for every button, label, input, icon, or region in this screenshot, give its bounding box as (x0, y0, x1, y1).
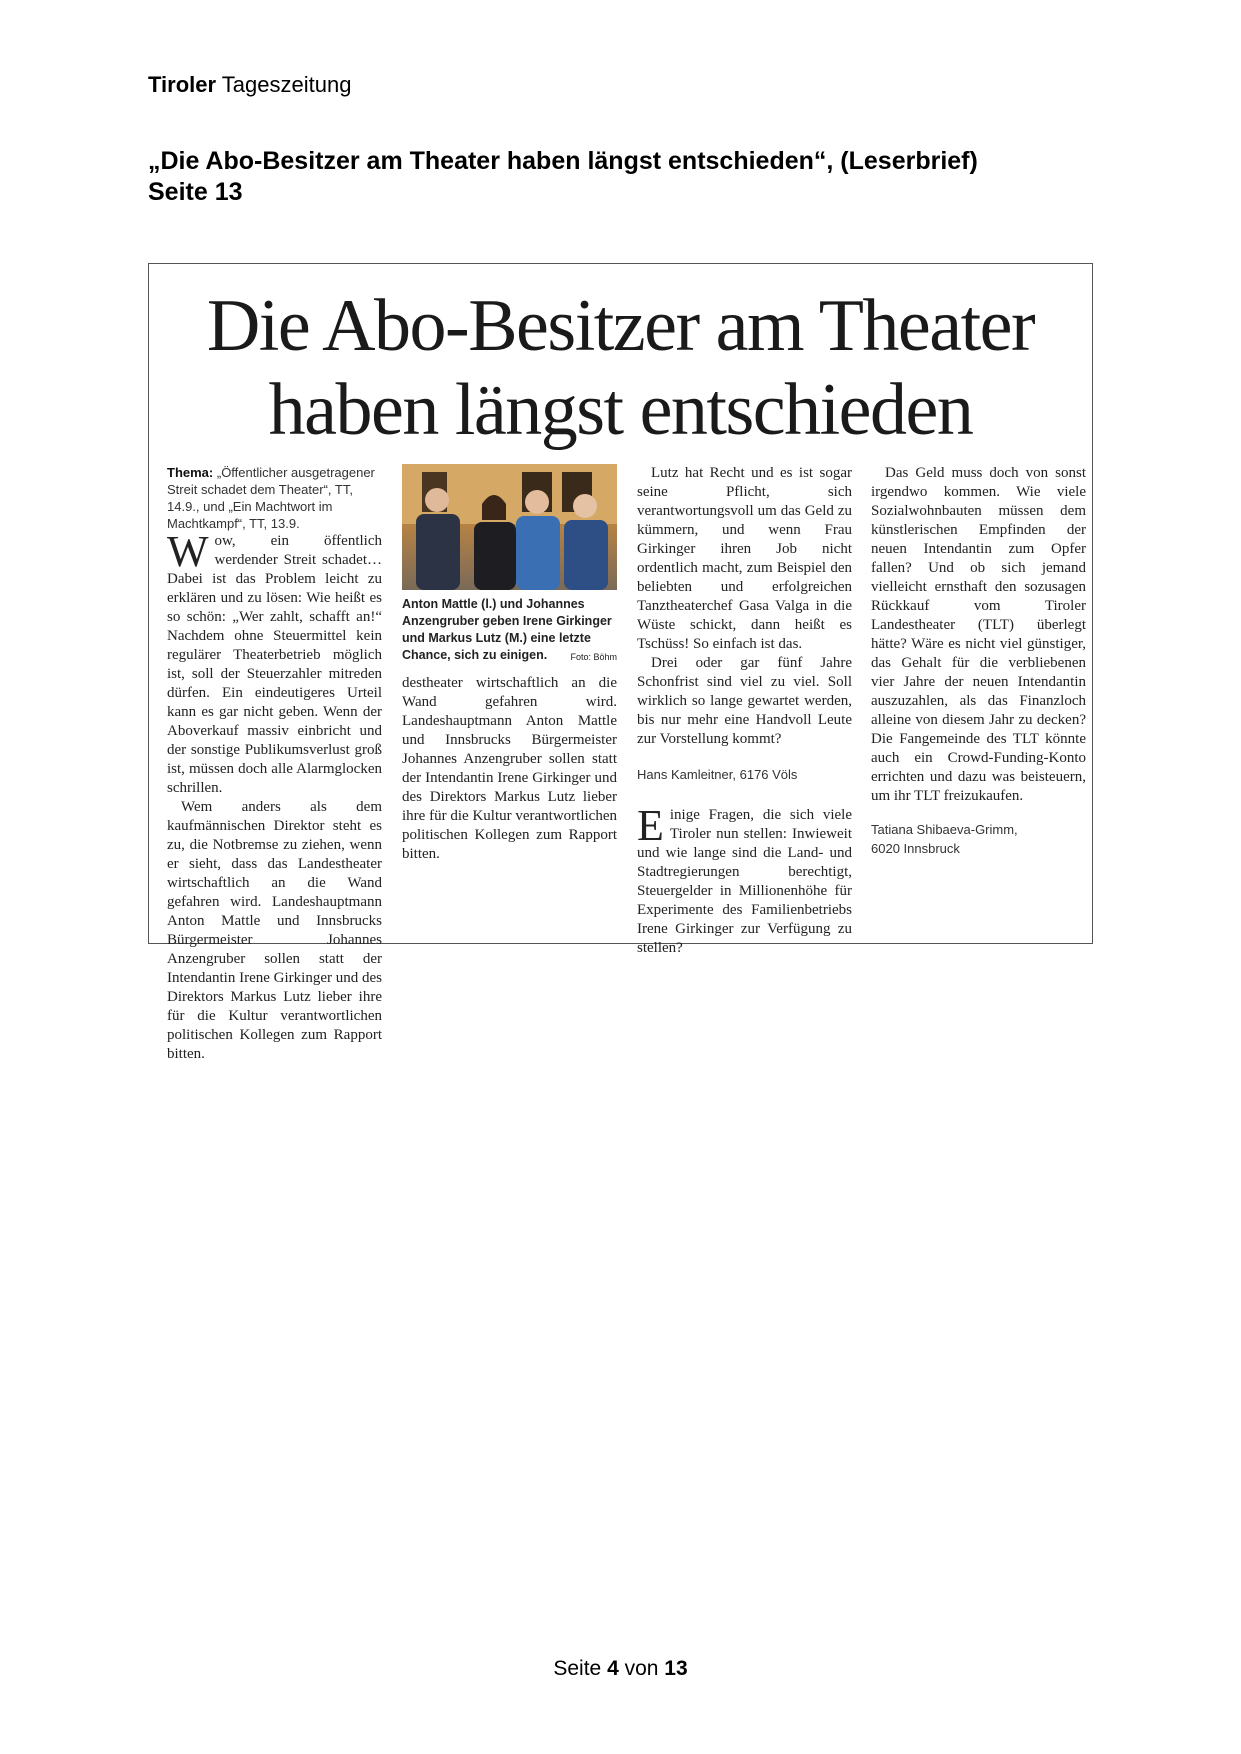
article-column-4 (871, 464, 1086, 858)
letter1-paragraph-3: Lutz hat Recht und es ist sogar seine Pflicht, sich verantwortungsvoll um das Geld zu kümmern, und wenn Frau Girkinger ihren Job nicht ordentlich macht, zum Beispiel den beliebten und erfolgreichen Tanztheaterchef Gasa Valga in die Wüste schickt, dann heißt es Tschüss! So einfach ist das. (637, 465, 852, 652)
photo-illustration (402, 464, 617, 590)
thema-note (167, 464, 382, 532)
page-prefix: Seite (553, 1657, 602, 1680)
page-current: 4 (607, 1657, 619, 1680)
photo-credit: Foto: Böhm (570, 652, 617, 662)
publication-name-rest: Tageszeitung (221, 72, 352, 97)
page-mid: von (624, 1657, 659, 1680)
letter2-signature-line1: Tatiana Shibaeva-Grimm, (871, 822, 1018, 837)
page-number (0, 1657, 1241, 1681)
thema-text: „Öffentlicher ausgetragener Streit schadet dem Theater“, TT, 14.9., und „Ein Machtwort im Machtkampf“, TT, 13.9. (167, 465, 375, 531)
article-photo (402, 464, 617, 590)
publication-name (148, 72, 351, 98)
thema-label: Thema: (167, 465, 214, 480)
photo-caption-text: Anton Mattle (l.) und Johannes Anzengruber geben Irene Girkinger und Markus Lutz (M.) eine letzte Chance, sich zu einigen. (402, 597, 612, 662)
letter1-paragraph-4: Drei oder gar fünf Jahre Schonfrist sind viel zu viel. Soll wirklich so lange gewartet werden, bis nur mehr eine Handvoll Leute zur Vorstellung kommt? (637, 655, 852, 747)
document-title (148, 146, 978, 208)
page-total: 13 (664, 1657, 688, 1680)
column-2-text (402, 674, 617, 921)
document-title-line1: „Die Abo-Besitzer am Theater haben längst entschieden“, (Leserbrief) (148, 147, 978, 175)
letter1-paragraph-1-text: ow, ein öffentlich werdender Streit schadet… Dabei ist das Problem leicht zu erklären und zu lösen: Wie heißt es so schön: „Wer zahlt, schafft an!“ Nachdem ohne Steuermittel kein regulärer Theaterbetrieb möglich ist, soll der Steuerzahler mitreden dürfen. Ein eindeutigeres Urteil kann es gar nicht geben. Wenn der Aboverkauf massiv einbricht und der sonstige Publikumsverlust groß ist, müssen doch alle Alarmglocken schrillen. (167, 533, 382, 796)
letter1-paragraph-2: Wem anders als dem kaufmännischen Direktor steht es zu, die Notbremse zu ziehen, wenn er sieht, dass das Landestheater wirtschaftlich an die Wand gefahren wird. Landeshauptmann Anton Mattle und Innsbrucks Bürgermeister Johannes Anzengruber sollen statt der Intendantin Irene Girkinger und des Direktors Markus Lutz lieber ihre für die Kultur verantwortlichen politischen Kollegen zum Rapport bitten. (167, 799, 382, 1062)
article-column-2 (402, 464, 617, 921)
letter2-paragraph-1 (637, 801, 852, 956)
article-headline (149, 284, 1092, 452)
letter2-paragraph-1-text: inige Fragen, die sich viele Tiroler nun stellen: Inwieweit und wie lange sind die Land- und Stadtregierungen berechtigt, Steuergelder in Millionenhöhe für Experimente des Familienbetriebs Irene Girkinger zur Verfügung zu stellen? (637, 807, 852, 956)
letter1-signature: Hans Kamleitner, 6176 Völs (637, 767, 798, 782)
article-column-3 (637, 464, 852, 956)
headline-line1: Die Abo-Besitzer am Theater (206, 285, 1035, 367)
photo-caption (402, 596, 617, 664)
article-column-1 (167, 464, 382, 1062)
letter1-dropcap: W (167, 527, 209, 576)
publication-name-bold: Tiroler (148, 72, 217, 97)
letter2-signature-line2: 6020 Innsbruck (871, 841, 960, 856)
letter2-dropcap: E (637, 801, 664, 850)
headline-line2: haben längst entschieden (268, 369, 973, 451)
letter1-paragraph-1 (167, 527, 382, 798)
continued-text: destheater wirtschaftlich an die Wand gefahren wird. Landeshauptmann Anton Mattle und Innsbrucks Bürgermeister Johannes Anzengruber sollen statt der Intendantin Irene Girkinger und des Direktors Markus Lutz lieber ihre für die Kultur verantwortlichen politischen Kollegen zum Rapport bitten. (402, 675, 617, 862)
letter2-paragraph-2: Das Geld muss doch von sonst irgendwo kommen. Wie viele Sozialwohnbauten müssen dem künstlerischen Empfinden der neuen Intendantin zum Opfer fallen? Und ob sich jemand vielleicht ernsthaft den sozusagen Rückkauf vom Tiroler Landestheater (TLT) überlegt hätte? Wäre es nicht viel günstiger, das Gehalt für die verbliebenen vier Jahre der neuen Intendantin auszuzahlen, als das Finanzloch alleine von diesem Jahr zu decken? Die Fangemeinde des TLT könnte auch ein Crowd-Funding-Konto errichten und dazu was beisteuern, um ihr TLT freizukaufen. (871, 465, 1086, 804)
newspaper-clipping (148, 263, 1093, 1062)
document-title-line2: Seite 13 (148, 178, 243, 206)
